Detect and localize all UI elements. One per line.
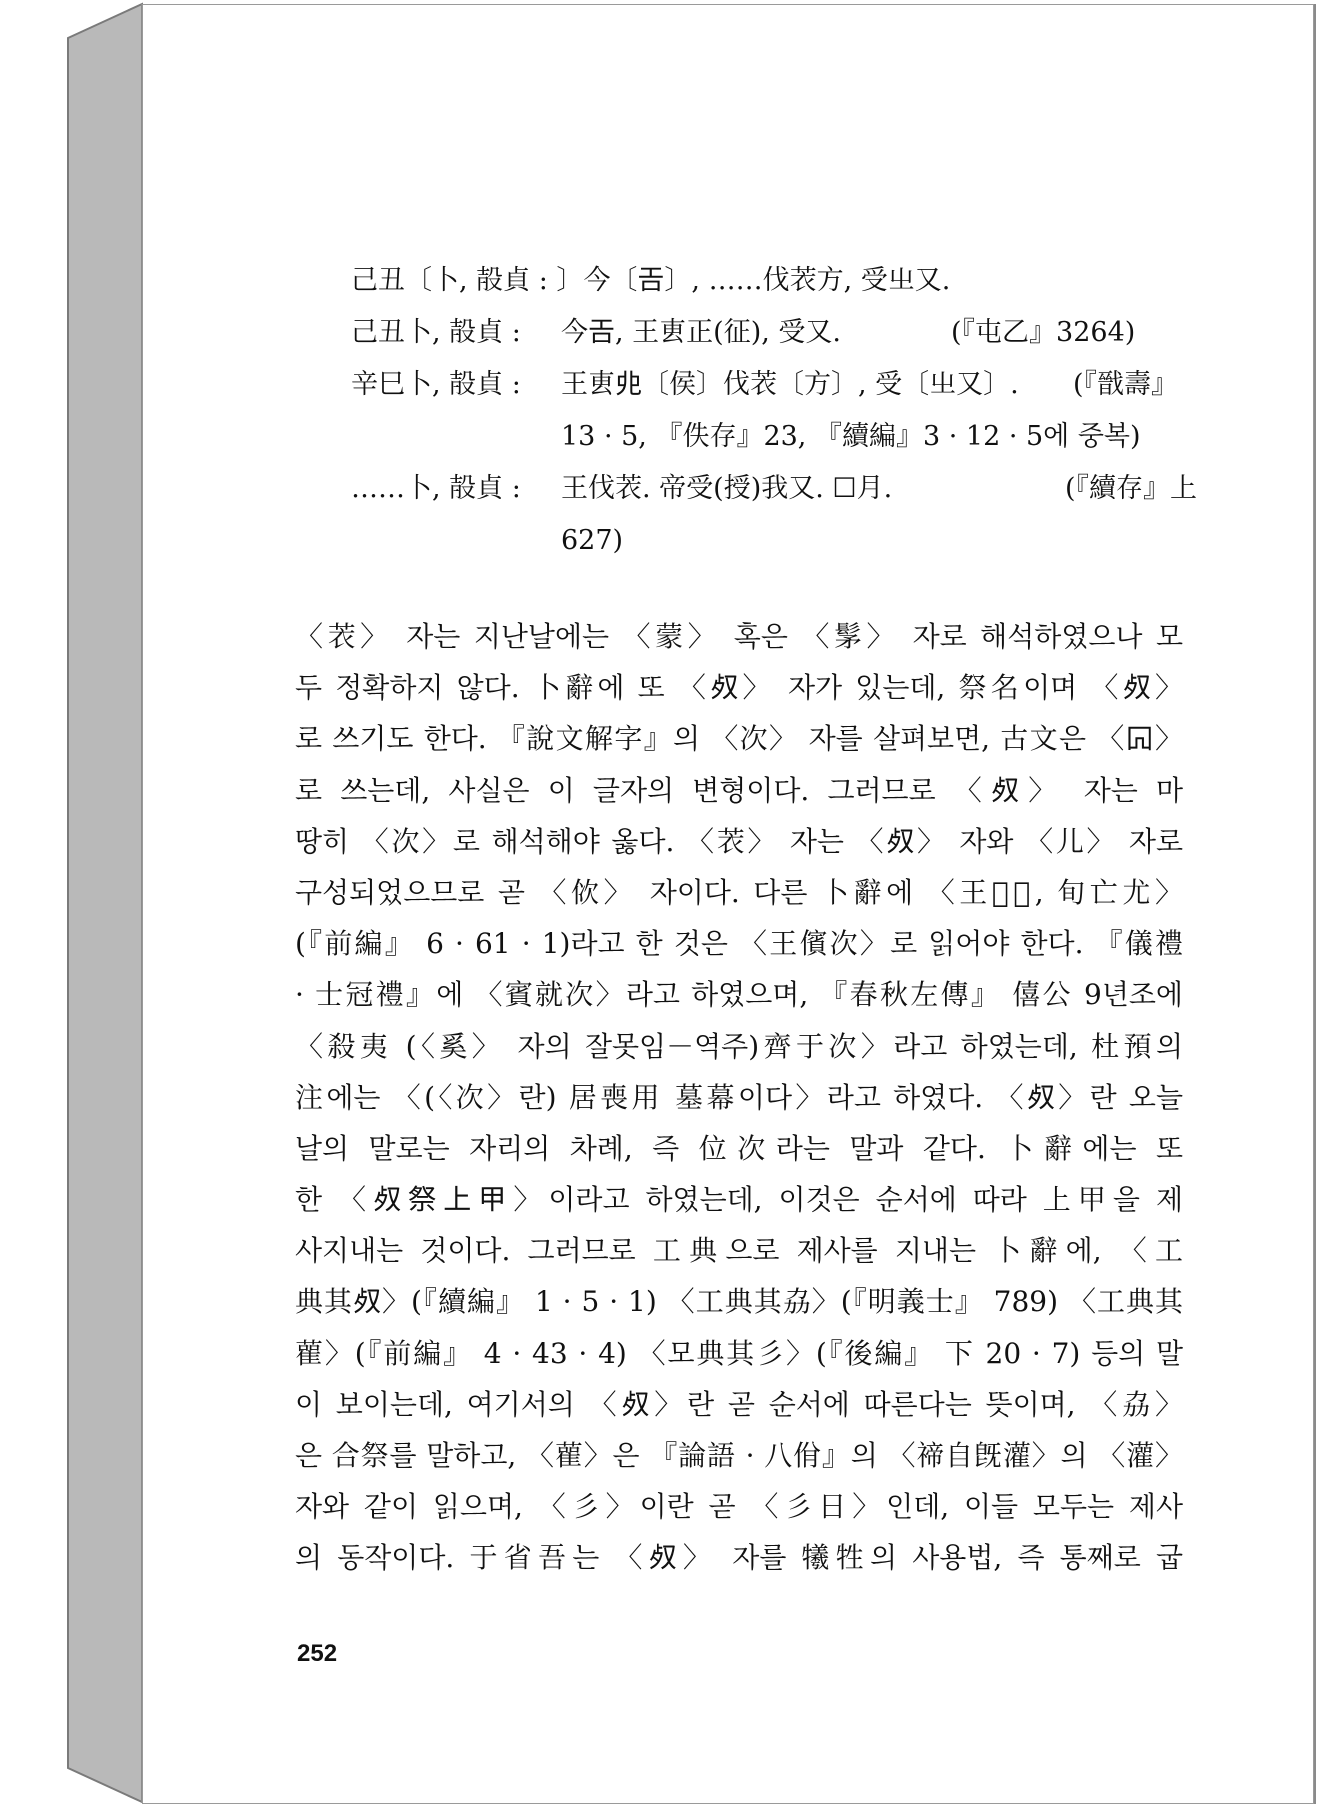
paragraph-line: 로 쓰기도 한다. 『說文解字』의 〈次〉 자를 살펴보면, 古文은 〈𠕄〉 — [295, 722, 1183, 756]
paragraph-line: 은 合祭를 말하고, 〈雚〉은 『論語 · 八佾』의 〈禘自旣灌〉의 〈灌〉 — [295, 1439, 1183, 1472]
example-text: 今〔𢀛〕, ……伐䒾方, 受㞢又. — [583, 265, 951, 296]
paragraph-line: 두 정확하지 않다. 卜辭에 또 〈𣦼〉 자가 있는데, 祭名이며 〈𣦼〉 — [295, 671, 1183, 705]
page-number: 252 — [297, 1640, 338, 1667]
paragraph-line: 注에는 〈(〈次〉란) 居喪用 墓幕이다〉라고 하였다. 〈𣦼〉란 오늘 — [295, 1080, 1183, 1114]
paragraph-line: 雚〉(『前編』 4 · 43 · 4) 〈모典其彡〉(『後編』 下 20 · 7) 등의 말 — [295, 1336, 1183, 1370]
example-text: 王叀𠑹〔侯〕伐䒾〔方〕, 受〔㞢又〕. — [561, 369, 1019, 400]
body-paragraph — [295, 611, 1183, 1584]
paragraph-line: (『前編』 6 · 61 · 1)라고 한 것은 〈王儐次〉로 읽어야 한다. 『儀禮 — [295, 927, 1183, 961]
paragraph-line: 자와 같이 읽으며, 〈彡〉이란 곧 〈彡日〉인데, 이들 모두는 제사 — [295, 1490, 1183, 1524]
paragraph-line: 한 〈𣦼祭上甲〉이라고 하였는데, 이것은 순서에 따라 上甲을 제 — [295, 1183, 1183, 1217]
paragraph-line: 땅히 〈次〉로 해석해야 옳다. 〈䒾〉 자는 〈𣦼〉 자와 〈儿〉 자로 — [295, 824, 1183, 858]
paragraph-line: 〈殺夷 (〈奚〉 자의 잘못임－역주)齊于次〉라고 하였는데, 杜預의 — [295, 1029, 1183, 1063]
paragraph-line: 의 동작이다. 于省吾는 〈𣦼〉 자를 犧牲의 사용법, 즉 통째로 굽 — [295, 1541, 1183, 1575]
paragraph-line: 이 보이는데, 여기서의 〈𣦼〉란 곧 순서에 따른다는 뜻이며, 〈劦〉 — [295, 1387, 1183, 1421]
example-continuation: 13 · 5, 『佚存』23, 『續編』3 · 12 · 5에 중복) — [561, 421, 1141, 452]
example-text: 王伐䒾. 帝受(授)我又. ☐月. — [561, 473, 893, 504]
example-prefix: 己丑〔卜, 㱿貞 : 〕 — [351, 265, 584, 296]
paragraph-line: 날의 말로는 자리의 차례, 즉 位次라는 말과 같다. 卜辭에는 또 — [295, 1131, 1183, 1165]
example-citation: (『戩壽』 — [1073, 369, 1179, 400]
example-prefix: 辛巳卜, 㱿貞 : — [351, 369, 521, 400]
paragraph-line: · 士冠禮』에 〈賓就次〉라고 하였으며, 『春秋左傳』 僖公 9년조에 — [295, 978, 1183, 1012]
example-citation: (『屯乙』3264) — [951, 317, 1136, 348]
book-page — [142, 4, 1314, 1804]
paragraph-line: 로 쓰는데, 사실은 이 글자의 변형이다. 그러므로 〈𣦼〉 자는 마 — [295, 773, 1183, 807]
paragraph-line: 사지내는 것이다. 그러므로 工典으로 제사를 지내는 卜辭에, 〈工 — [295, 1234, 1183, 1268]
example-text: 今𢀛, 王叀正(征), 受又. — [561, 317, 841, 348]
paragraph-line: 구성되었으므로 곧 〈佽〉 자이다. 다른 卜辭에 〈王𡧊𣦼, 旬亡尤〉 — [295, 875, 1183, 909]
paragraph-line: 〈䒾〉 자는 지난날에는 〈蒙〉 혹은 〈髳〉 자로 해석하였으나 모 — [295, 620, 1183, 653]
example-prefix: ……卜, 㱿貞 : — [351, 473, 521, 504]
paragraph-line: 典其𣦼〉(『續編』 1 · 5 · 1) 〈工典其劦〉(『明義士』 789) 〈工典其 — [295, 1285, 1183, 1319]
example-continuation: 627) — [561, 525, 624, 556]
example-line — [351, 261, 950, 301]
example-citation: (『續存』上 — [1065, 473, 1198, 504]
example-prefix: 己丑卜, 㱿貞 : — [351, 317, 521, 348]
